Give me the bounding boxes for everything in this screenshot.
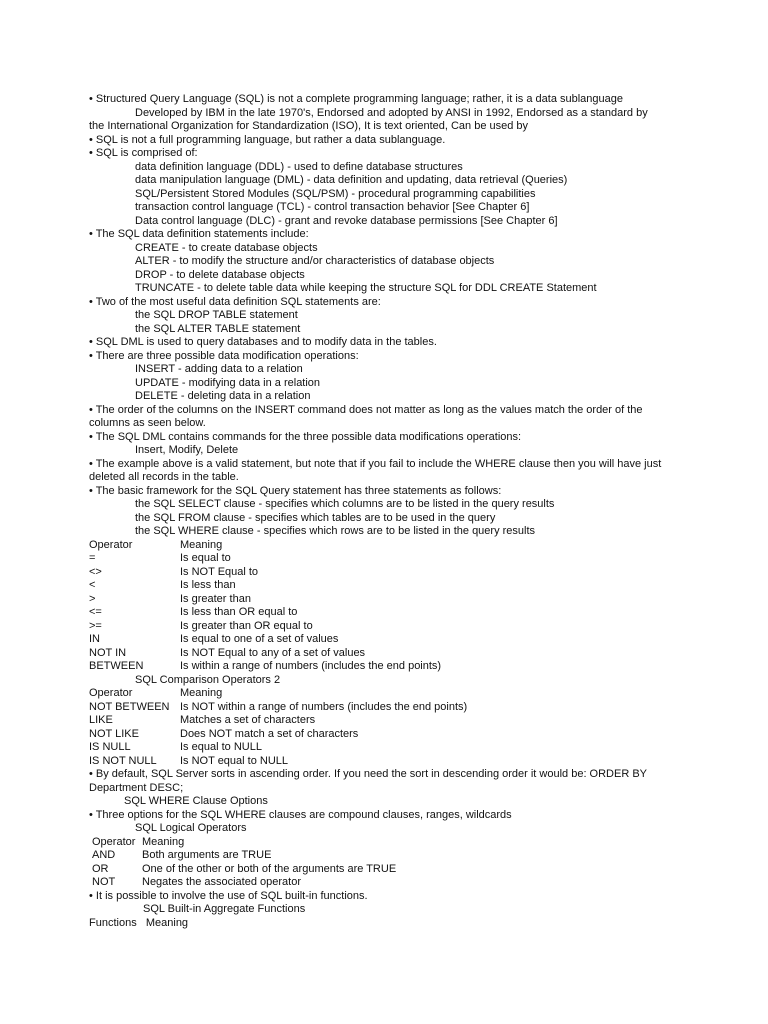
text-paragraph: • The example above is a valid statement, but note that if you fail to include the WHERE clause then you will have just deleted all records in the table.	[89, 457, 662, 483]
table-row	[89, 741, 669, 755]
text-line: the International Organization for Standardization (ISO), It is text oriented, Can be used by	[89, 120, 529, 132]
meaning-cell: Is NOT Equal to any of a set of values	[180, 646, 366, 659]
section-caption: SQL WHERE Clause Options	[124, 795, 268, 807]
text-paragraph: • By default, SQL Server sorts in ascending order. If you need the sort in descending order it would be: ORDER BY Department DESC;	[89, 768, 647, 794]
table-row	[89, 647, 669, 661]
operator-cell: AND	[92, 849, 116, 861]
text-line: CREATE - to create database objects	[135, 241, 318, 254]
text-line: • Structured Query Language (SQL) is not a complete programming language; rather, it is a data sublanguage	[89, 93, 623, 105]
meaning-cell: Is less than OR equal to	[180, 606, 298, 618]
table-header-operator: Operator	[89, 538, 133, 551]
text-paragraph: • The order of the columns on the INSERT command does not matter as long as the values match the order of the columns as seen below.	[89, 403, 643, 429]
meaning-cell: Matches a set of characters	[180, 714, 316, 726]
table-header-operator: Operator	[92, 835, 136, 848]
operator-cell: OR	[92, 862, 109, 875]
table-header-operator: Operator	[89, 687, 133, 699]
table-row	[89, 876, 669, 890]
text-line: the SQL WHERE clause - specifies which rows are to be listed in the query results	[135, 525, 536, 537]
table-row	[89, 593, 669, 607]
operator-cell: <=	[89, 606, 102, 618]
operator-cell: <>	[89, 565, 102, 578]
text-line: Data control language (DLC) - grant and revoke database permissions [See Chapter 6]	[135, 214, 558, 227]
text-line: data definition language (DDL) - used to define database structures	[135, 160, 463, 173]
meaning-cell: Is NOT equal to NULL	[180, 754, 289, 767]
meaning-cell: Is within a range of numbers (includes the end points)	[180, 660, 442, 672]
table-row	[89, 552, 669, 566]
text-line: • The SQL DML contains commands for the three possible data modifications operations:	[89, 430, 522, 443]
operator-cell: >=	[89, 619, 102, 632]
comparison-operators-table	[89, 539, 669, 688]
functions-table-header: Functions Meaning	[89, 916, 189, 929]
table-row	[89, 849, 669, 863]
table-header-row	[89, 836, 669, 850]
text-line: the SQL SELECT clause - specifies which columns are to be listed in the query results	[135, 498, 555, 510]
meaning-cell: Does NOT match a set of characters	[180, 727, 359, 740]
table-header-meaning: Meaning	[180, 687, 223, 699]
text-line: the SQL FROM clause - specifies which tables are to be used in the query	[135, 511, 496, 524]
text-line: ALTER - to modify the structure and/or characteristics of database objects	[135, 255, 495, 267]
table-caption: SQL Comparison Operators 2	[135, 673, 281, 686]
operator-cell: IS NOT NULL	[89, 754, 157, 767]
text-line: DROP - to delete database objects	[135, 268, 305, 281]
meaning-cell: One of the other or both of the arguments are TRUE	[142, 862, 397, 875]
text-line: UPDATE - modifying data in a relation	[135, 376, 321, 389]
text-line: SQL/Persistent Stored Modules (SQL/PSM) - procedural programming capabilities	[135, 187, 536, 200]
text-line: • Three options for the SQL WHERE clauses are compound clauses, ranges, wildcards	[89, 808, 512, 821]
table-header-meaning: Meaning	[142, 835, 185, 848]
text-line: • It is possible to involve the use of SQL built-in functions.	[89, 889, 368, 902]
operator-cell: >	[89, 592, 96, 605]
operator-cell: NOT LIKE	[89, 727, 139, 740]
text-line: • SQL is comprised of:	[89, 147, 198, 159]
text-line: the SQL ALTER TABLE statement	[135, 322, 301, 335]
text-line: TRUNCATE - to delete table data while keeping the structure SQL for DDL CREATE Statement	[135, 282, 597, 294]
text-line: • The basic framework for the SQL Query statement has three statements as follows:	[89, 484, 502, 497]
meaning-cell: Is greater than	[180, 592, 251, 605]
comparison-operators-table-2	[89, 687, 669, 768]
meaning-cell: Both arguments are TRUE	[142, 849, 272, 861]
table-row	[89, 566, 669, 580]
table-row	[89, 755, 669, 769]
operator-cell: NOT BETWEEN	[89, 700, 170, 713]
text-line: • Two of the most useful data definition SQL statements are:	[89, 295, 381, 308]
table-row	[89, 606, 669, 620]
table-row	[89, 633, 669, 647]
text-line: • The SQL data definition statements include:	[89, 228, 309, 240]
meaning-cell: Negates the associated operator	[142, 876, 301, 888]
table-row	[89, 714, 669, 728]
table-row	[89, 728, 669, 742]
table-row	[89, 579, 669, 593]
table-header-meaning: Meaning	[180, 538, 223, 551]
text-line: transaction control language (TCL) - control transaction behavior [See Chapter 6]	[135, 201, 530, 213]
meaning-cell: Is equal to	[180, 552, 231, 564]
text-line: Developed by IBM in the late 1970's, Endorsed and adopted by ANSI in 1992, Endorsed as a standard by	[135, 106, 648, 119]
table-row	[89, 620, 669, 634]
meaning-cell: Is NOT within a range of numbers (includes the end points)	[180, 700, 468, 713]
operator-cell: NOT IN	[89, 646, 127, 659]
logical-operators-table	[89, 836, 669, 890]
text-line: the SQL DROP TABLE statement	[135, 309, 298, 321]
operator-cell: BETWEEN	[89, 660, 144, 672]
meaning-cell: Is less than	[180, 579, 236, 591]
table-row	[89, 701, 669, 715]
document-body	[89, 93, 669, 930]
meaning-cell: Is greater than OR equal to	[180, 619, 313, 632]
section-caption: SQL Logical Operators	[135, 822, 247, 834]
text-line: INSERT - adding data to a relation	[135, 363, 303, 375]
table-header-row	[89, 687, 669, 701]
operator-cell: <	[89, 579, 96, 591]
meaning-cell: Is NOT Equal to	[180, 565, 259, 578]
table-row	[89, 660, 669, 674]
operator-cell: IS NULL	[89, 741, 131, 753]
operator-cell: =	[89, 552, 96, 564]
meaning-cell: Is equal to one of a set of values	[180, 633, 339, 645]
operator-cell: LIKE	[89, 714, 113, 726]
text-line: • SQL is not a full programming language, but rather a data sublanguage.	[89, 133, 446, 146]
table-header-row	[89, 539, 669, 553]
text-line: DELETE - deleting data in a relation	[135, 390, 311, 402]
text-line: data manipulation language (DML) - data definition and updating, data retrieval (Queries)	[135, 174, 568, 186]
meaning-cell: Is equal to NULL	[180, 741, 262, 753]
operator-cell: NOT	[92, 876, 116, 888]
section-caption: SQL Built-in Aggregate Functions	[143, 903, 306, 915]
text-line: • SQL DML is used to query databases and to modify data in the tables.	[89, 336, 437, 348]
text-line: Insert, Modify, Delete	[135, 444, 239, 456]
operator-cell: IN	[89, 633, 100, 645]
text-line: • There are three possible data modification operations:	[89, 349, 359, 362]
table-row	[89, 863, 669, 877]
